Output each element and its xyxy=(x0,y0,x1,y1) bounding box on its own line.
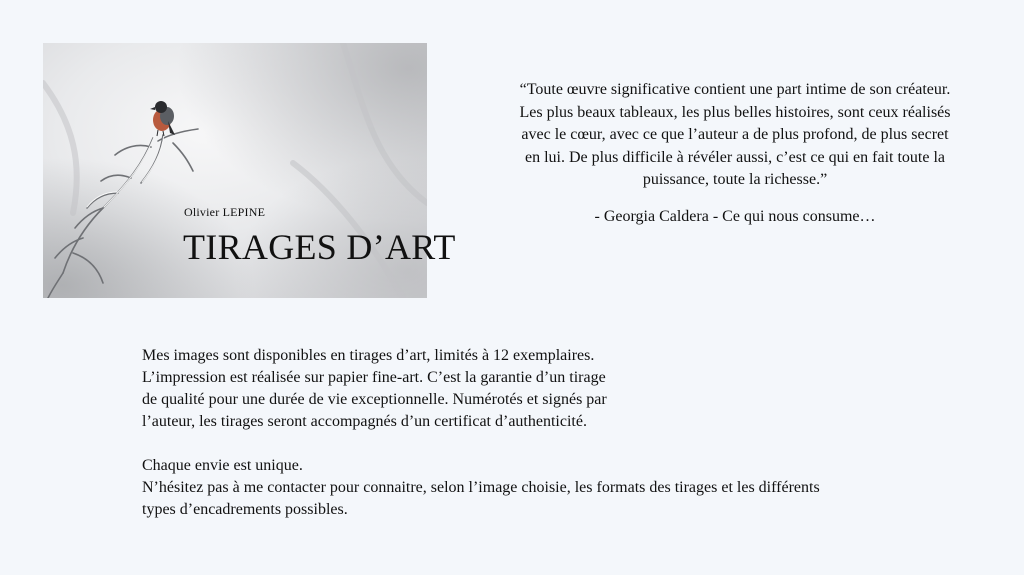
paragraph-spacer xyxy=(142,433,942,455)
body-line: N’hésitez pas à me contacter pour connaitre, selon l’image choisie, les formats des tirages et les différents xyxy=(142,479,820,496)
body-line: L’impression est réalisée sur papier fine-art. C’est la garantie d’un tirage xyxy=(142,369,606,386)
body-line: types d’encadrements possibles. xyxy=(142,501,348,518)
quote-line: en lui. De plus difficile à révéler aussi, c’est ce qui en fait toute la xyxy=(525,148,945,166)
page-title: TIRAGES D’ART xyxy=(183,227,456,267)
quote-line: “Toute œuvre significative contient une part intime de son créateur. xyxy=(519,81,951,98)
body-line: Chaque envie est unique. xyxy=(142,457,303,474)
quote-citation: - Georgia Caldera - Ce qui nous consume… xyxy=(594,208,876,225)
quote-line: Les plus beaux tableaux, les plus belles histoires, sont ceux réalisés xyxy=(519,103,951,121)
quote-line: puissance, toute la richesse.” xyxy=(642,171,828,188)
body-line: Mes images sont disponibles en tirages d’art, limités à 12 exemplaires. xyxy=(142,347,595,364)
body-line: l’auteur, les tirages seront accompagnés d’un certificat d’authenticité. xyxy=(142,413,587,430)
author-name: Olivier LEPINE xyxy=(184,205,266,219)
quote-block xyxy=(470,79,1000,192)
body-line: de qualité pour une durée de vie exceptionnelle. Numérotés et signés par xyxy=(142,391,607,408)
quote-line: avec le cœur, avec ce que l’auteur a de plus profond, de plus secret xyxy=(521,126,949,143)
description-block xyxy=(142,345,942,521)
